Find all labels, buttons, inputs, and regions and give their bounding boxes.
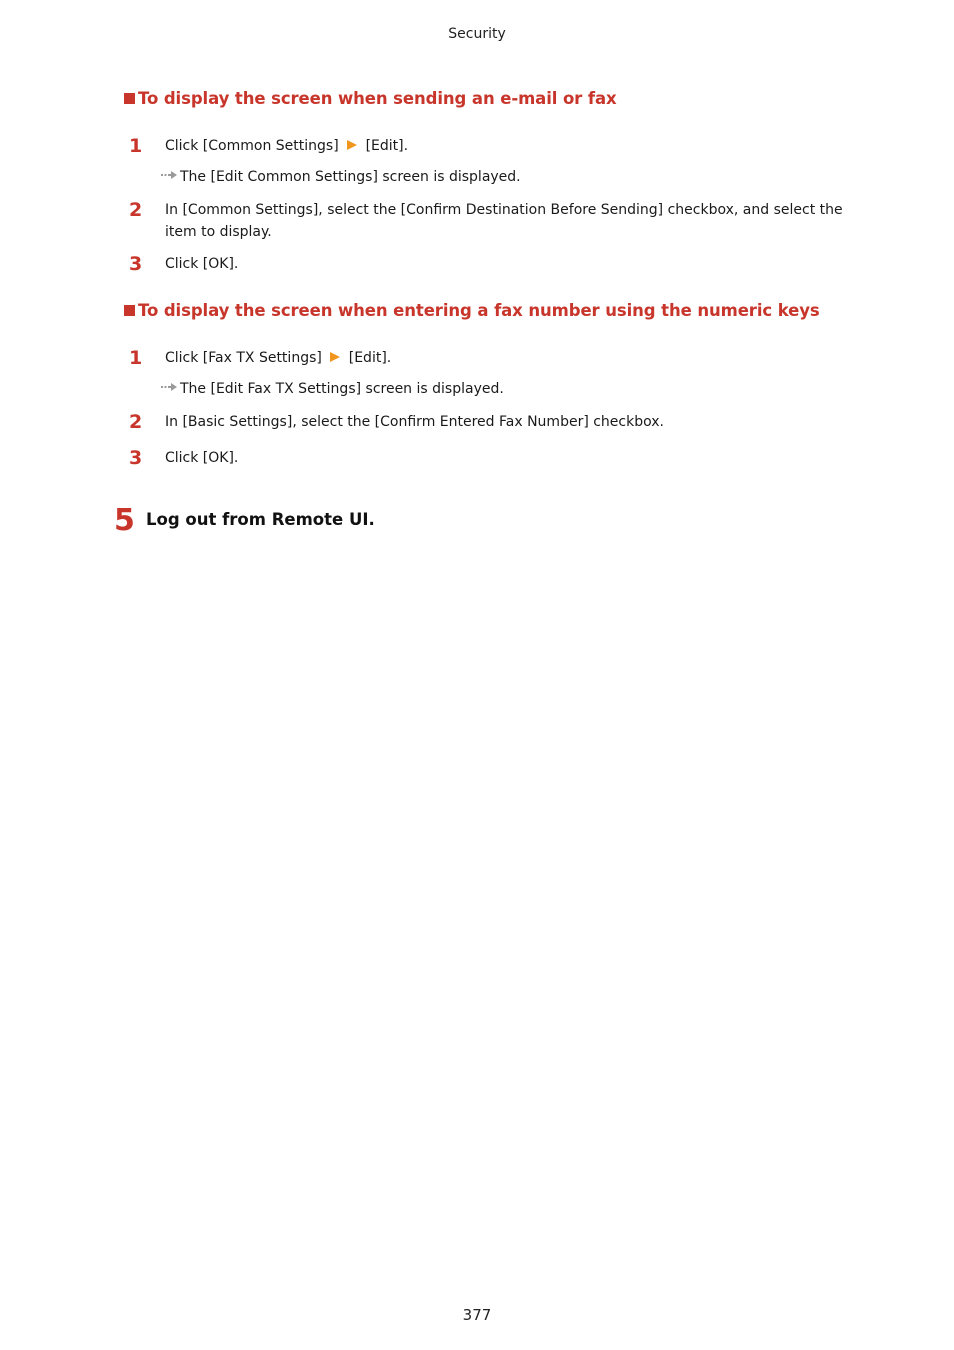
section-heading-text: To display the screen when entering a fax number using the numeric keys <box>138 301 820 320</box>
result-arrow-icon <box>161 382 177 392</box>
result-arrow-icon <box>161 170 177 180</box>
step-text-part: [Edit]. <box>365 138 409 154</box>
step-text-part: [Edit]. <box>348 350 392 366</box>
step-text: In [Common Settings], select the [Confirm Destination Before Sending] checkbox, and select the item to display. <box>165 202 843 240</box>
main-step-text: Log out from Remote UI. <box>146 510 375 529</box>
step-number: 2 <box>129 411 143 433</box>
step-text-part: Click [Fax TX Settings] <box>165 350 322 366</box>
step-result <box>161 379 504 399</box>
section-heading-text: To display the screen when sending an e-mail or fax <box>138 89 617 108</box>
step-text <box>165 347 391 369</box>
page-number: 377 <box>462 1306 492 1324</box>
step-result <box>161 167 521 187</box>
running-head: Security <box>448 26 506 42</box>
step-result-text: The [Edit Fax TX Settings] screen is displayed. <box>180 381 504 397</box>
step-number: 2 <box>129 199 143 221</box>
step-text: Click [OK]. <box>165 450 239 466</box>
square-marker-icon <box>124 93 135 104</box>
step-text: In [Basic Settings], select the [Confirm Entered Fax Number] checkbox. <box>165 414 664 430</box>
step-text: Click [OK]. <box>165 256 239 272</box>
triangle-right-icon <box>329 351 341 363</box>
square-marker-icon <box>124 305 135 316</box>
step-number: 1 <box>129 135 143 157</box>
step-text <box>165 135 408 157</box>
step-text-part: Click [Common Settings] <box>165 138 339 154</box>
step-number: 3 <box>129 253 143 275</box>
main-step-number: 5 <box>114 503 135 538</box>
step-number: 3 <box>129 447 143 469</box>
triangle-right-icon <box>346 139 358 151</box>
section-heading-fax-number <box>124 301 820 320</box>
step-number: 1 <box>129 347 143 369</box>
section-heading-email-fax <box>124 89 617 108</box>
step-result-text: The [Edit Common Settings] screen is displayed. <box>180 169 521 185</box>
